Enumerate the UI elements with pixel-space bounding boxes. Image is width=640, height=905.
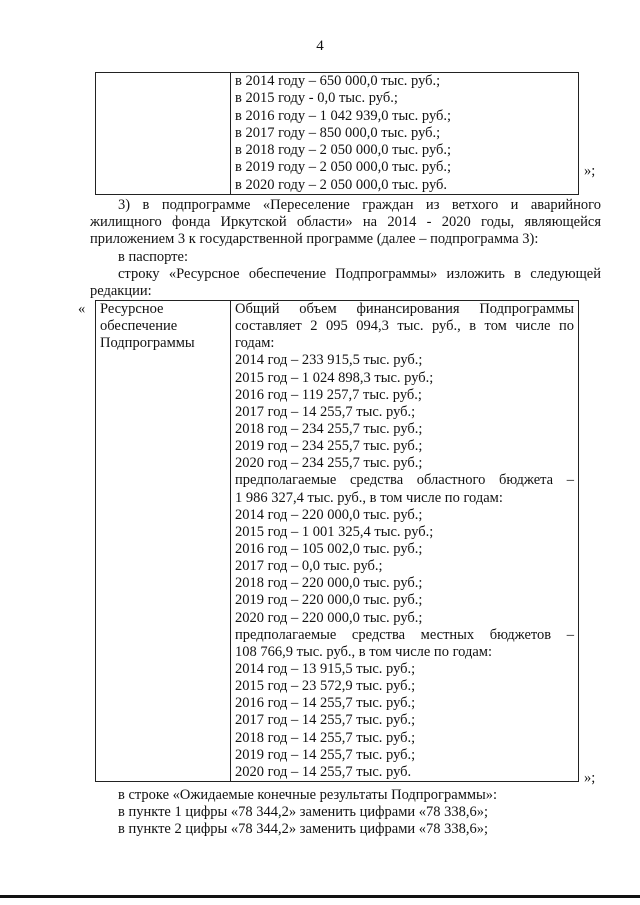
funding-table-continuation	[95, 72, 579, 195]
regional-year-line: 2014 год – 220 000,0 тыс. руб.;	[235, 506, 423, 523]
local-year-line: 2017 год – 14 255,7 тыс. руб.;	[235, 712, 416, 729]
table2-right-cell	[231, 301, 579, 782]
local-budget-line: 108 766,9 тыс. руб., в том числе по годам:	[235, 643, 493, 660]
row-instruction-line: строку «Ресурсное обеспечение Подпрограммы» изложить в следующей	[118, 266, 601, 282]
local-year-line: 2014 год – 13 915,5 тыс. руб.;	[235, 660, 416, 677]
table2-close-mark: »;	[584, 770, 596, 786]
page-bottom-rule	[0, 895, 640, 898]
regional-budget-line: предполагаемые средства областного бюджета –	[235, 472, 574, 489]
row-instruction-line: редакции:	[90, 283, 152, 300]
table2-left-line: Ресурсное	[100, 301, 164, 317]
total-funding-line: Общий объем финансирования Подпрограммы	[235, 301, 574, 317]
paragraph-3-line: жилищного фонда Иркутской области» на 2014 - 2020 годы, являющейся	[90, 214, 601, 231]
local-budget-line: предполагаемые средства местных бюджетов –	[235, 626, 574, 643]
expected-results-text	[118, 787, 601, 839]
regional-year-line: 2019 год – 220 000,0 тыс. руб.;	[235, 592, 423, 609]
resource-provision-table	[95, 300, 579, 782]
regional-year-line: 2018 год – 220 000,0 тыс. руб.;	[235, 575, 423, 592]
total-funding-line: составляет 2 095 094,3 тыс. руб., в том числе по	[235, 318, 574, 335]
table2-left-line: Подпрограммы	[100, 335, 195, 352]
tail-line: в строке «Ожидаемые конечные результаты Подпрограммы»:	[118, 787, 498, 803]
regional-year-line: 2016 год – 105 002,0 тыс. руб.;	[235, 540, 423, 557]
table1-line: в 2020 году – 2 050 000,0 тыс. руб.	[235, 176, 448, 193]
total-funding-line: годам:	[235, 335, 275, 352]
page-number: 4	[316, 38, 324, 54]
table1-line: в 2014 году – 650 000,0 тыс. руб.;	[235, 73, 441, 89]
local-year-line: 2019 год – 14 255,7 тыс. руб.;	[235, 746, 416, 763]
total-year-line: 2018 год – 234 255,7 тыс. руб.;	[235, 420, 423, 437]
total-year-line: 2020 год – 234 255,7 тыс. руб.;	[235, 455, 423, 472]
regional-year-line: 2017 год – 0,0 тыс. руб.;	[235, 558, 383, 575]
local-year-line: 2020 год – 14 255,7 тыс. руб.	[235, 763, 412, 780]
table2-left-cell	[96, 301, 231, 782]
total-year-line: 2019 год – 234 255,7 тыс. руб.;	[235, 438, 423, 455]
regional-year-line: 2020 год – 220 000,0 тыс. руб.;	[235, 609, 423, 626]
total-year-line: 2017 год – 14 255,7 тыс. руб.;	[235, 403, 416, 420]
paragraph-3-line: 3) в подпрограмме «Переселение граждан из ветхого и аварийного	[118, 197, 601, 213]
local-year-line: 2016 год – 14 255,7 тыс. руб.;	[235, 695, 416, 712]
total-year-line: 2016 год – 119 257,7 тыс. руб.;	[235, 386, 422, 403]
table1-line: в 2018 году – 2 050 000,0 тыс. руб.;	[235, 142, 452, 159]
in-passport-text: в паспорте:	[118, 249, 188, 265]
table2-left-line: обеспечение	[100, 318, 178, 335]
paragraph-3	[90, 197, 601, 249]
row-instruction	[90, 266, 601, 300]
total-year-line: 2014 год – 233 915,5 тыс. руб.;	[235, 352, 423, 369]
local-year-line: 2015 год – 23 572,9 тыс. руб.;	[235, 678, 416, 695]
table2-open-mark: «	[78, 301, 86, 317]
regional-year-line: 2015 год – 1 001 325,4 тыс. руб.;	[235, 523, 434, 540]
table1-close-mark: »;	[584, 163, 596, 179]
table1-line: в 2016 году – 1 042 939,0 тыс. руб.;	[235, 107, 452, 124]
table1-right-cell	[231, 73, 579, 195]
paragraph-3-line: приложением 3 к государственной программе (далее – подпрограмма 3):	[90, 231, 539, 248]
tail-line: в пункте 1 цифры «78 344,2» заменить цифрами «78 338,6»;	[118, 804, 489, 821]
local-year-line: 2018 год – 14 255,7 тыс. руб.;	[235, 729, 416, 746]
total-year-line: 2015 год – 1 024 898,3 тыс. руб.;	[235, 369, 434, 386]
table1-line: в 2015 году - 0,0 тыс. руб.;	[235, 90, 398, 107]
table1-line: в 2017 году – 850 000,0 тыс. руб.;	[235, 124, 441, 141]
regional-budget-line: 1 986 327,4 тыс. руб., в том числе по годам:	[235, 489, 503, 506]
table1-line: в 2019 году – 2 050 000,0 тыс. руб.;	[235, 159, 452, 176]
table1-left-cell	[96, 73, 231, 195]
tail-line: в пункте 2 цифры «78 344,2» заменить цифрами «78 338,6»;	[118, 821, 489, 838]
